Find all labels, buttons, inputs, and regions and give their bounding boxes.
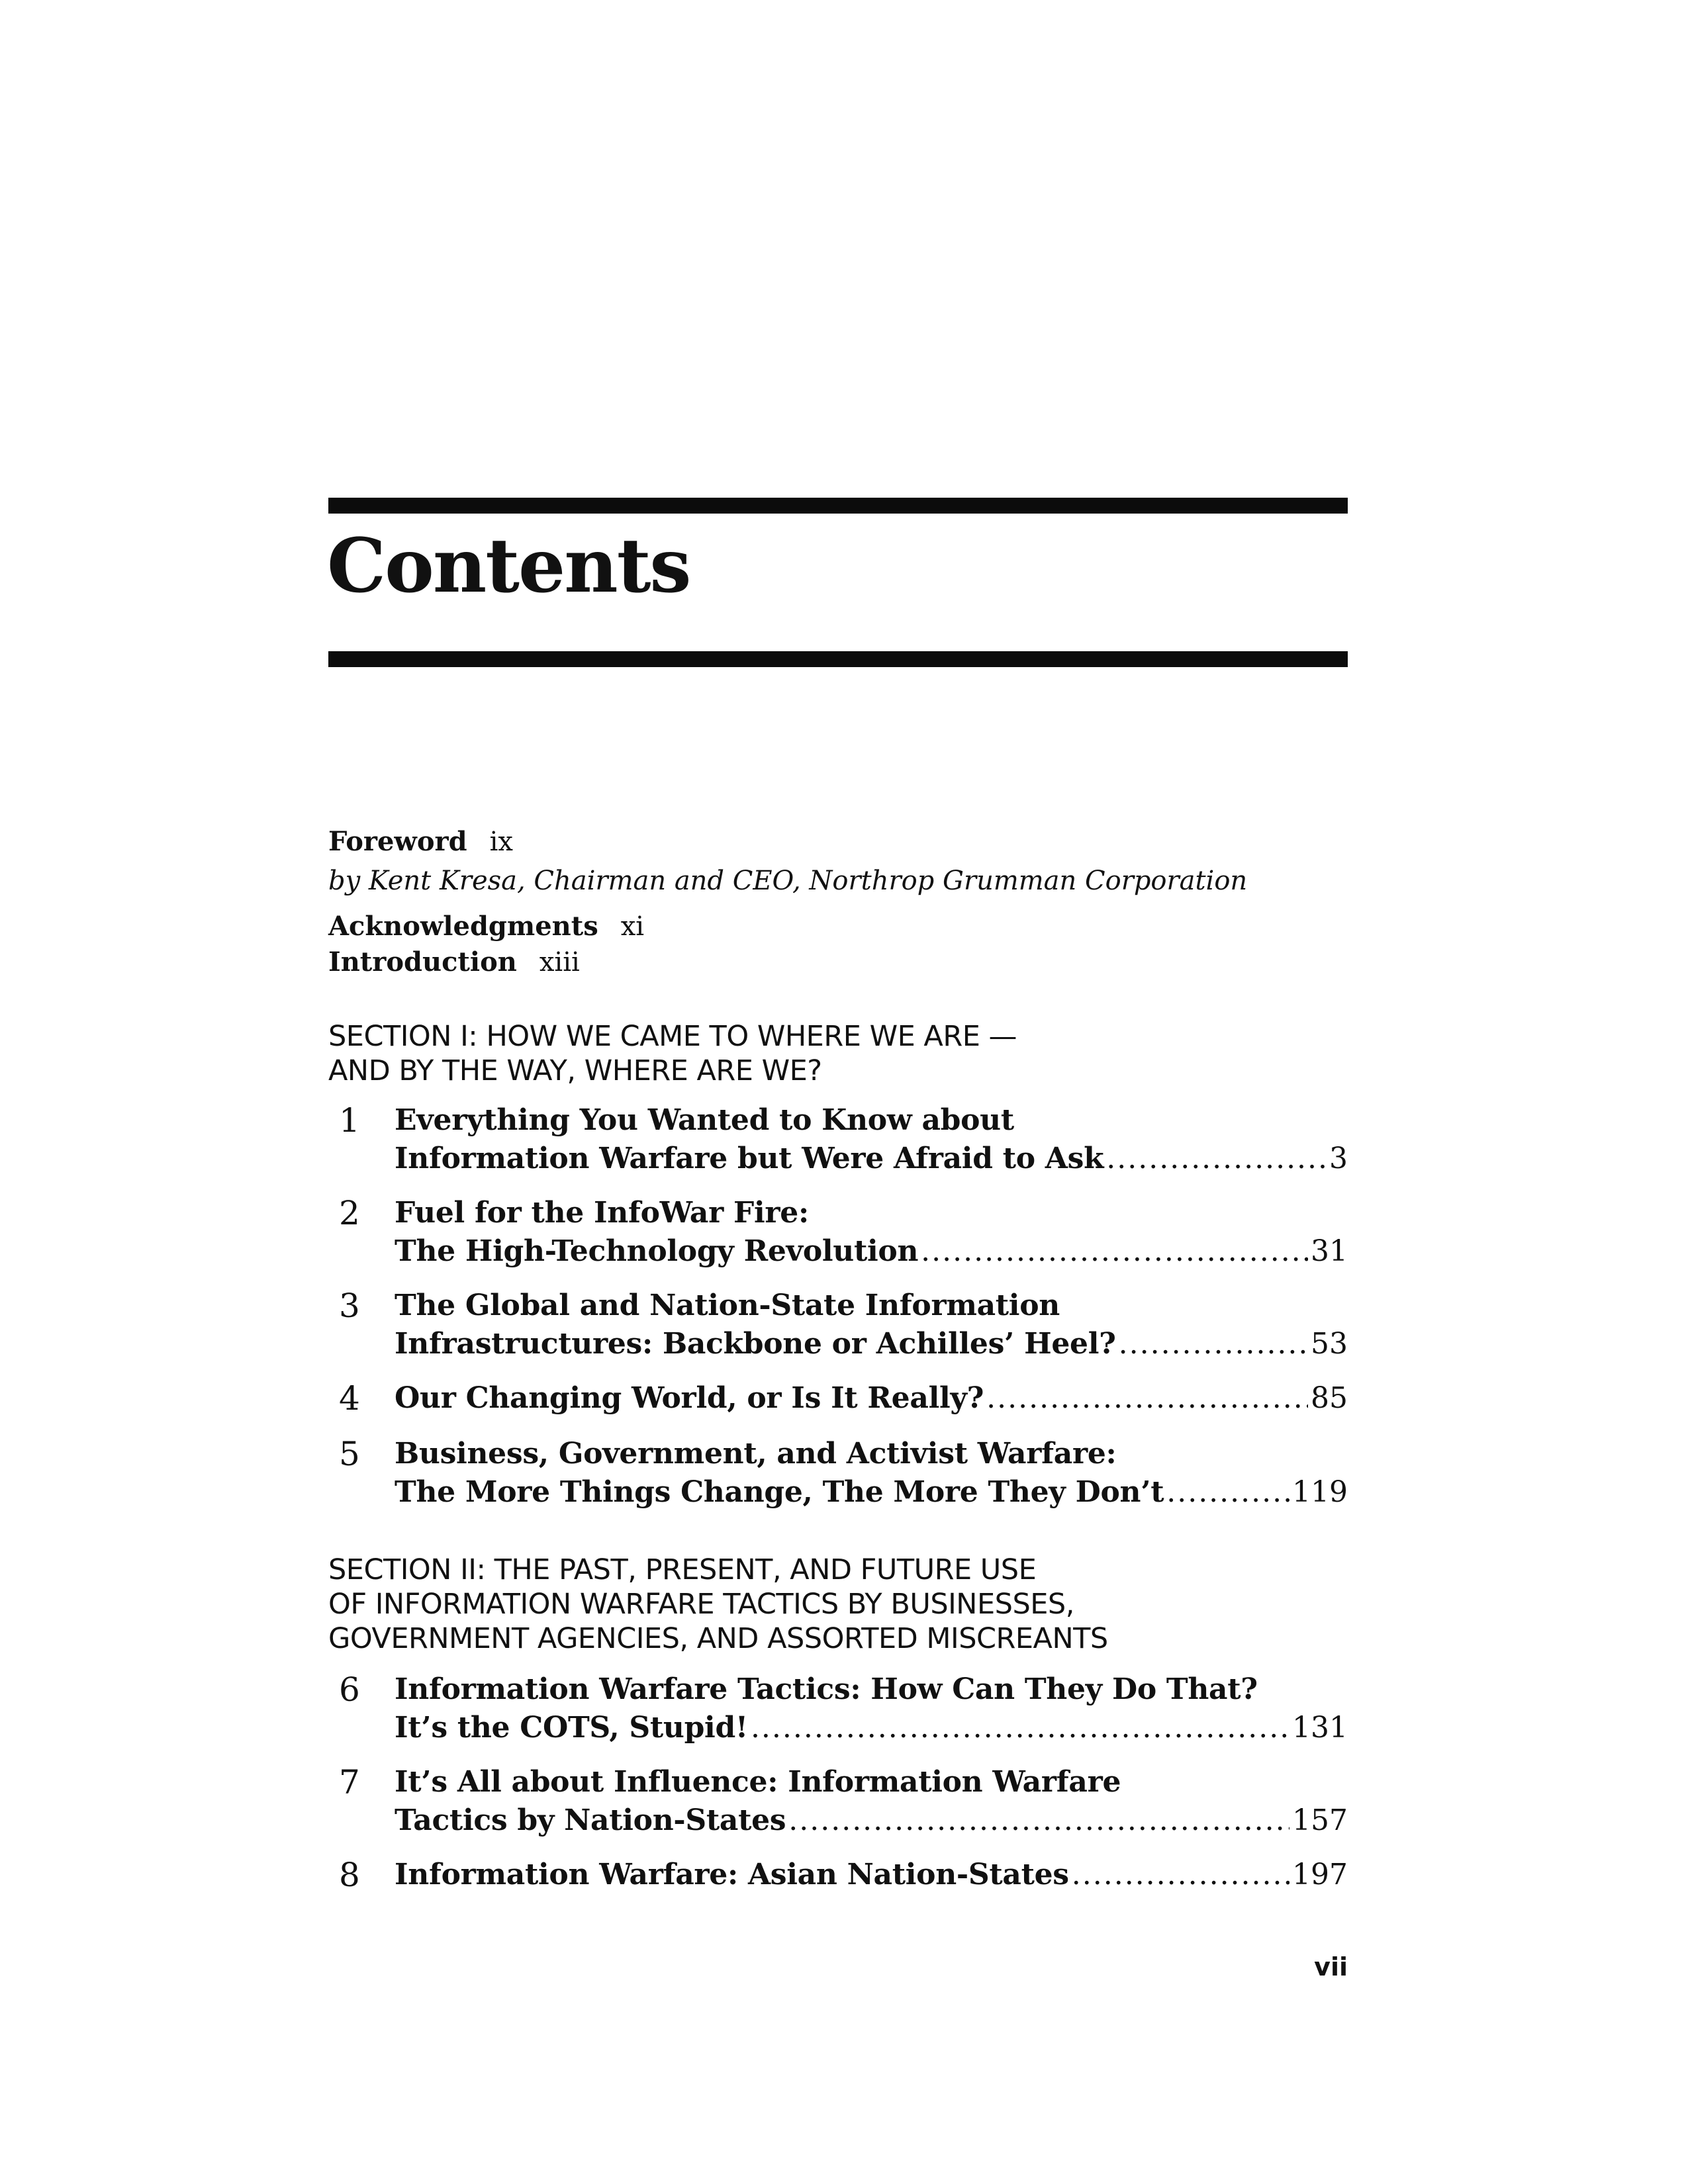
section-heading-line: AND BY THE WAY, WHERE ARE WE?: [328, 1054, 822, 1087]
toc-entry-acknowledgments[interactable]: [328, 909, 644, 944]
chapter-number: 5: [339, 1435, 360, 1473]
chapter-title-line: Fuel for the InfoWar Fire:: [395, 1196, 809, 1230]
toc-entry-foreword[interactable]: [328, 825, 513, 859]
chapter-title-line: Business, Government, and Activist Warfare:: [395, 1437, 1117, 1471]
dot-leader: [1119, 1325, 1308, 1363]
chapter-title-line: Our Changing World, or Is It Really?: [395, 1381, 984, 1415]
dot-leader: [1166, 1473, 1289, 1512]
chapter-title-line: Everything You Wanted to Know about: [395, 1103, 1014, 1137]
chapter-page: 131: [1292, 1711, 1348, 1745]
section-heading-2: [328, 1553, 1108, 1656]
dot-leader: [986, 1379, 1308, 1418]
chapter-page: 53: [1311, 1327, 1348, 1361]
chapter-page: 157: [1292, 1803, 1348, 1837]
chapter-number: 8: [339, 1856, 360, 1894]
page-folio: vii: [1314, 1952, 1348, 1981]
dot-leader: [751, 1709, 1289, 1747]
dot-leader: [921, 1232, 1308, 1271]
chapter-page: 85: [1311, 1381, 1348, 1415]
section-heading-1: [328, 1019, 1017, 1088]
toc-entry-introduction[interactable]: [328, 945, 580, 979]
entry-page: xiii: [539, 947, 580, 978]
chapter-page: 31: [1311, 1234, 1348, 1268]
entry-label: Introduction: [328, 946, 517, 978]
chapter-number: 4: [339, 1379, 360, 1418]
chapter-title-line: Information Warfare but Were Afraid to Ask: [395, 1142, 1104, 1175]
foreword-byline: by Kent Kresa, Chairman and CEO, Northrop Grumman Corporation: [328, 866, 1248, 896]
chapter-title-line: Information Warfare: Asian Nation-States: [395, 1858, 1069, 1891]
entry-page: xi: [620, 911, 645, 942]
chapter-title-line: It’s All about Influence: Information Warfare: [395, 1765, 1121, 1799]
entry-page: ix: [489, 827, 513, 857]
toc-chapter-3[interactable]: [328, 1287, 1348, 1363]
chapter-number: 1: [339, 1101, 360, 1140]
bottom-rule: [328, 651, 1348, 667]
top-rule: [328, 498, 1348, 514]
chapter-title-line: The Global and Nation-State Information: [395, 1289, 1060, 1322]
chapter-number: 2: [339, 1194, 360, 1232]
section-heading-line: GOVERNMENT AGENCIES, AND ASSORTED MISCREANTS: [328, 1622, 1108, 1655]
chapter-title-line: It’s the COTS, Stupid!: [395, 1711, 748, 1745]
dot-leader: [788, 1801, 1289, 1840]
section-heading-line: OF INFORMATION WARFARE TACTICS BY BUSINESSES,: [328, 1588, 1074, 1621]
toc-chapter-2[interactable]: [328, 1194, 1348, 1271]
chapter-title-line: The High-Technology Revolution: [395, 1234, 919, 1268]
toc-chapter-5[interactable]: [328, 1435, 1348, 1512]
entry-label: Acknowledgments: [328, 911, 598, 942]
chapter-page: 197: [1292, 1858, 1348, 1891]
toc-chapter-7[interactable]: [328, 1763, 1348, 1840]
entry-label: Foreword: [328, 826, 467, 857]
chapter-number: 3: [339, 1287, 360, 1325]
chapter-title-line: Infrastructures: Backbone or Achilles’ Heel?: [395, 1327, 1116, 1361]
chapter-page: 3: [1329, 1142, 1348, 1175]
section-heading-line: SECTION I: HOW WE CAME TO WHERE WE ARE —: [328, 1020, 1017, 1053]
toc-chapter-4[interactable]: [328, 1379, 1348, 1418]
chapter-page: 119: [1292, 1475, 1348, 1509]
toc-chapter-8[interactable]: [328, 1856, 1348, 1894]
page-title: Contents: [327, 523, 690, 610]
section-heading-line: SECTION II: THE PAST, PRESENT, AND FUTURE USE: [328, 1553, 1037, 1586]
toc-chapter-6[interactable]: [328, 1670, 1348, 1747]
toc-chapter-1[interactable]: [328, 1101, 1348, 1178]
chapter-number: 7: [339, 1763, 360, 1801]
chapter-title-line: The More Things Change, The More They Don’t: [395, 1475, 1164, 1509]
chapter-title-line: Information Warfare Tactics: How Can They Do That?: [395, 1672, 1258, 1706]
dot-leader: [1072, 1856, 1289, 1894]
dot-leader: [1106, 1140, 1327, 1178]
chapter-number: 6: [339, 1670, 360, 1709]
chapter-title-line: Tactics by Nation-States: [395, 1803, 786, 1837]
